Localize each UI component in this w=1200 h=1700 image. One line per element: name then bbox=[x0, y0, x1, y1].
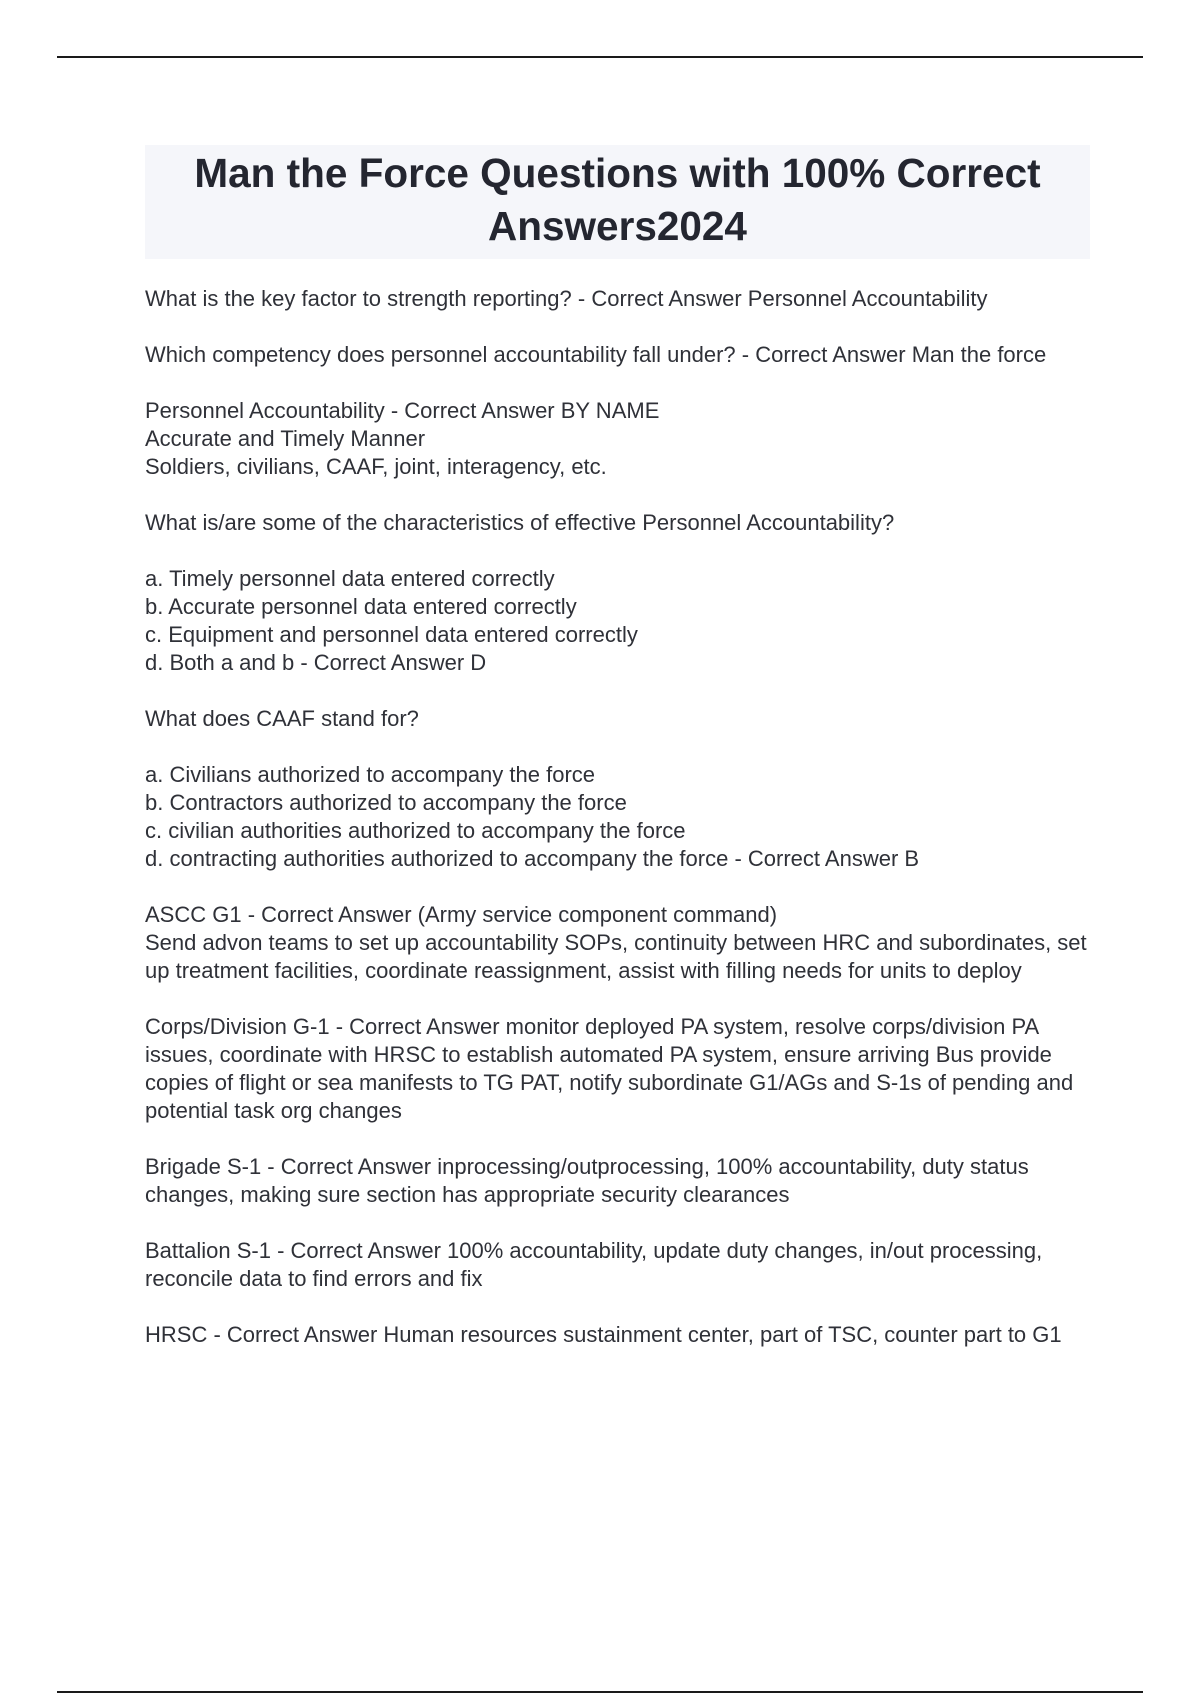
qa-entry bbox=[145, 285, 1090, 313]
option-line: c. Equipment and personnel data entered correctly bbox=[145, 622, 638, 647]
entry-line: Personnel Accountability - Correct Answer BY NAME bbox=[145, 398, 660, 423]
entry-line: What does CAAF stand for? bbox=[145, 706, 419, 731]
entry-line: Battalion S-1 - Correct Answer 100% accountability, update duty changes, in/out processing, reconcile data to find errors and fix bbox=[145, 1238, 1043, 1291]
option-line: d. contracting authorities authorized to accompany the force - Correct Answer B bbox=[145, 846, 920, 871]
top-rule bbox=[57, 56, 1143, 58]
qa-entry bbox=[145, 1153, 1090, 1209]
entry-line: Brigade S-1 - Correct Answer inprocessing/outprocessing, 100% accountability, duty status changes, making sure section has appropriate security clearances bbox=[145, 1154, 1029, 1207]
qa-entry bbox=[145, 1321, 1090, 1349]
option-line: b. Accurate personnel data entered correctly bbox=[145, 594, 577, 619]
entry-line: HRSC - Correct Answer Human resources sustainment center, part of TSC, counter part to G1 bbox=[145, 1322, 1062, 1347]
qa-entry bbox=[145, 705, 1090, 733]
answer-options bbox=[145, 565, 1090, 677]
option-line: a. Civilians authorized to accompany the force bbox=[145, 762, 596, 787]
qa-entry bbox=[145, 1013, 1090, 1125]
entry-line: Soldiers, civilians, CAAF, joint, interagency, etc. bbox=[145, 454, 607, 479]
qa-entry bbox=[145, 397, 1090, 481]
entry-line: Send advon teams to set up accountability SOPs, continuity between HRC and subordinates, set up treatment facilities, coordinate reassignment, assist with filling needs for units to deploy bbox=[145, 930, 1087, 983]
entry-line: What is/are some of the characteristics of effective Personnel Accountability? bbox=[145, 510, 895, 535]
qa-entry bbox=[145, 341, 1090, 369]
qa-entry bbox=[145, 901, 1090, 985]
option-line: b. Contractors authorized to accompany the force bbox=[145, 790, 627, 815]
option-line: c. civilian authorities authorized to accompany the force bbox=[145, 818, 686, 843]
option-line: a. Timely personnel data entered correctly bbox=[145, 566, 555, 591]
title-block bbox=[145, 145, 1090, 259]
document-body bbox=[145, 145, 1090, 1377]
entry-line: Which competency does personnel accountability fall under? - Correct Answer Man the force bbox=[145, 342, 1047, 367]
qa-entry bbox=[145, 509, 1090, 537]
answer-options bbox=[145, 761, 1090, 873]
qa-entry bbox=[145, 1237, 1090, 1293]
option-line: d. Both a and b - Correct Answer D bbox=[145, 650, 487, 675]
document-title: Man the Force Questions with 100% Correct Answers2024 bbox=[194, 150, 1041, 249]
entry-line: What is the key factor to strength reporting? - Correct Answer Personnel Accountability bbox=[145, 286, 988, 311]
bottom-rule bbox=[57, 1691, 1143, 1693]
entry-line: ASCC G1 - Correct Answer (Army service component command) bbox=[145, 902, 778, 927]
entry-line: Accurate and Timely Manner bbox=[145, 426, 426, 451]
entry-line: Corps/Division G-1 - Correct Answer monitor deployed PA system, resolve corps/division PA issues, coordinate with HRSC to establish automated PA system, ensure arriving Bus provide copies of flight or sea manifests to TG PAT, notify subordinate G1/AGs and S-1s of pending and potential task org changes bbox=[145, 1014, 1074, 1123]
